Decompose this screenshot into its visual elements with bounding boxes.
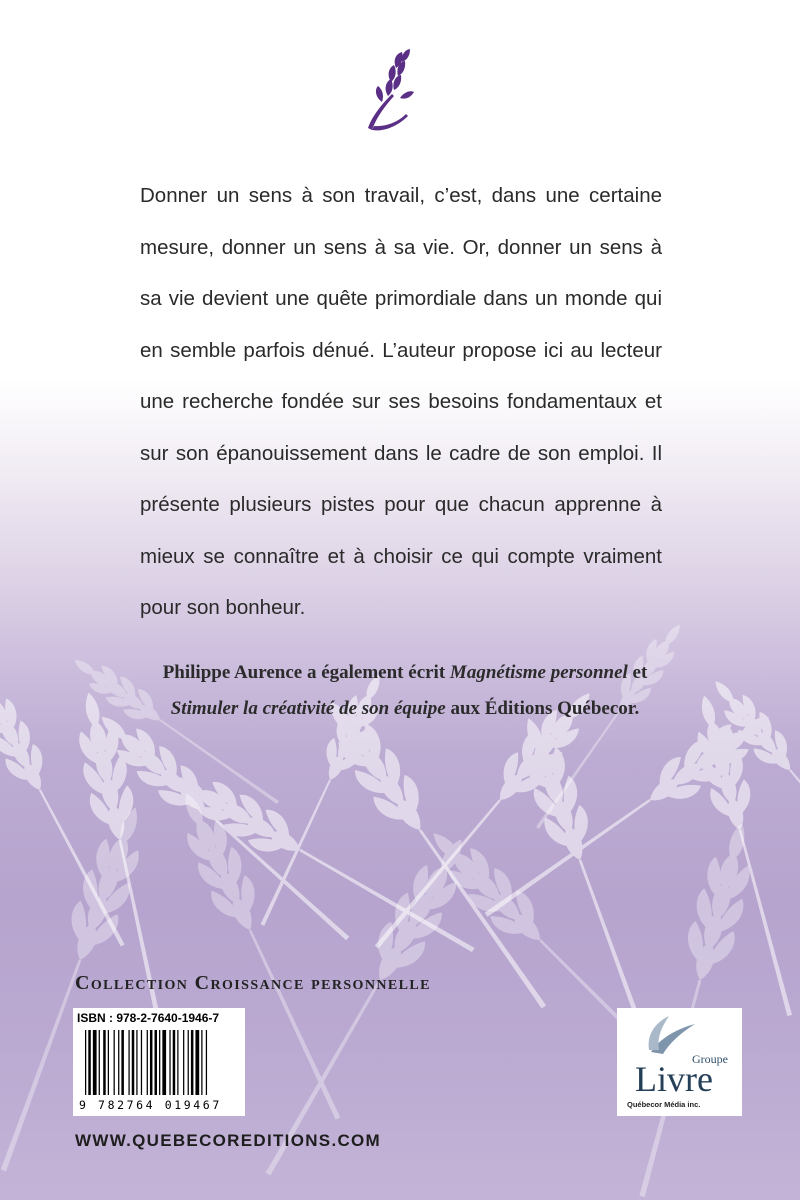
publisher-groupe: Groupe <box>692 1052 728 1066</box>
barcode-icon <box>83 1030 235 1095</box>
book-title-1: Magnétisme personnel <box>449 662 628 683</box>
barcode-digits: 9 782764 019467 <box>79 1098 222 1112</box>
wheat-sprig-logo-icon <box>358 46 420 132</box>
isbn-label: ISBN : 978-2-7640-1946-7 <box>77 1011 220 1025</box>
book-title-2: Stimuler la créativité de son équipe <box>170 698 446 719</box>
barcode-box <box>73 1008 245 1116</box>
author-note <box>150 655 660 727</box>
author-note-suffix: aux Éditions Québecor. <box>445 698 640 719</box>
blurb-text: Donner un sens à son travail, c’est, dans une certaine mesure, donner un sens à sa vie. Or, donner un sens à sa vie devient une quête primordiale dans un monde qui en semble parfois dénué. L’auteur propose ici au lecteur une recherche fondée sur ses besoins fondamentaux et sur son épanouissement dans le cadre de son emploi. Il présente plusieurs pistes pour que chacun apprenne à mieux se connaître et à choisir ce qui compte vraiment pour son bonheur. <box>140 184 662 619</box>
author-note-connector: et <box>627 662 648 683</box>
publisher-media: Québecor Média inc. <box>627 1100 701 1109</box>
publisher-livre: Livre <box>635 1059 713 1099</box>
collection-name: Collection Croissance personnelle <box>75 972 431 994</box>
author-note-prefix: Philippe Aurence a également écrit <box>162 662 450 683</box>
website-url: WWW.QUEBECOREDITIONS.COM <box>75 1131 382 1150</box>
publisher-logo <box>617 1008 742 1116</box>
wing-icon <box>629 1014 699 1054</box>
